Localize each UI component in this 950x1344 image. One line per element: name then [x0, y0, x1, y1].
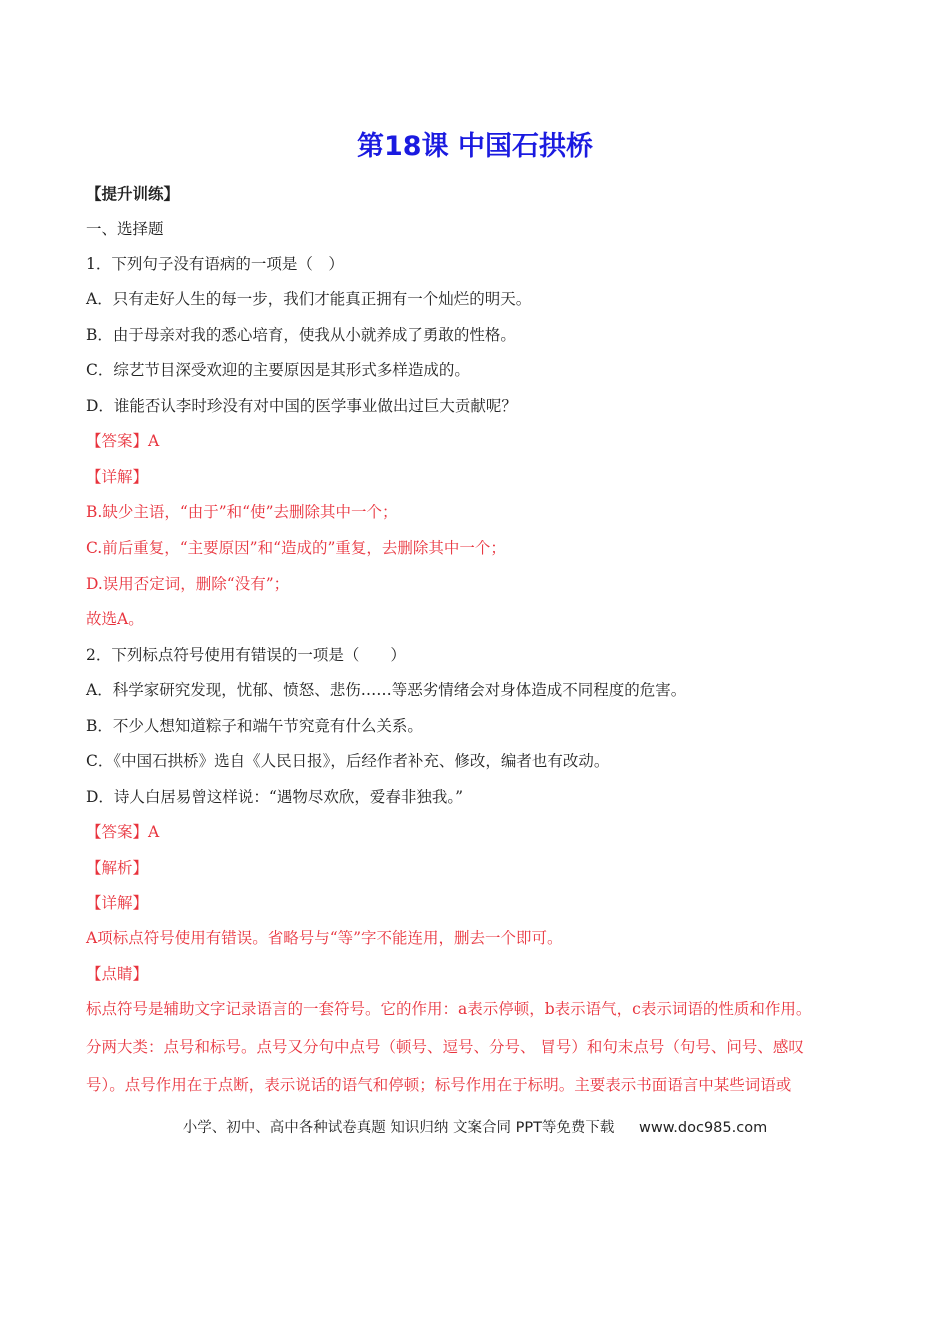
q1-detail-line: B.缺少主语，“由于”和“使”去删除其中一个； [86, 503, 398, 521]
q1-option-c: C．综艺节目深受欢迎的主要原因是其形式多样造成的。 [86, 361, 470, 379]
part-heading: 一、选择题 [86, 220, 164, 238]
q2-option-d: D．诗人白居易曾这样说：“遇物尽欢欣，爱春非独我。” [86, 788, 464, 806]
q1-detail-line: C.前后重复，“主要原因”和“造成的”重复，去删除其中一个； [86, 539, 506, 557]
q1-option-b: B．由于母亲对我的悉心培育，使我从小就养成了勇敢的性格。 [86, 326, 516, 344]
q2-tip-label: 【点睛】 [86, 965, 149, 983]
q2-analysis-label: 【解析】 [86, 859, 149, 877]
q2-tip-line: 标点符号是辅助文字记录语言的一套符号。它的作用：a表示停顿，b表示语气，c表示词语的性质和作用。 [86, 1000, 812, 1018]
section-heading: 【提升训练】 [86, 185, 180, 203]
q2-detail-label: 【详解】 [86, 894, 149, 912]
q2-answer: 【答案】A [86, 823, 160, 841]
page-title: 第18课 中国石拱桥 [357, 131, 593, 162]
q2-detail: A项标点符号使用有错误。省略号与“等”字不能连用，删去一个即可。 [86, 929, 563, 947]
q1-detail-label: 【详解】 [86, 468, 149, 486]
q2-tip-line: 号）。点号作用在于点断，表示说话的语气和停顿；标号作用在于标明。主要表示书面语言中某些词语或 [86, 1076, 792, 1094]
q1-detail-line: D.误用否定词，删除“没有”； [86, 575, 290, 593]
q2-tip-line: 分两大类：点号和标号。点号又分句中点号（顿号、逗号、分号、 冒号）和句末点号（句号、问号、感叹 [86, 1038, 804, 1056]
q2-option-c: C．《中国石拱桥》选自《人民日报》，后经作者补充、修改，编者也有改动。 [86, 752, 610, 770]
q1-option-a: A．只有走好人生的每一步，我们才能真正拥有一个灿烂的明天。 [86, 290, 532, 308]
q2-option-b: B．不少人想知道粽子和端午节究竟有什么关系。 [86, 717, 423, 735]
footer-text: 小学、初中、高中各种试卷真题 知识归纳 文案合同 PPT等免费下载 [182, 1120, 615, 1136]
footer-url[interactable]: www.doc985.com [639, 1120, 768, 1136]
question-2-stem: 2．下列标点符号使用有错误的一项是（ ） [86, 646, 406, 664]
q2-option-a: A．科学家研究发现，忧郁、愤怒、悲伤……等恶劣情绪会对身体造成不同程度的危害。 [86, 681, 687, 699]
page-footer [0, 1116, 950, 1137]
question-1-stem: 1．下列句子没有语病的一项是（ ） [86, 255, 344, 273]
q1-option-d: D．谁能否认李时珍没有对中国的医学事业做出过巨大贡献呢？ [86, 397, 517, 415]
q1-detail-line: 故选A。 [86, 610, 144, 628]
q1-answer: 【答案】A [86, 432, 160, 450]
